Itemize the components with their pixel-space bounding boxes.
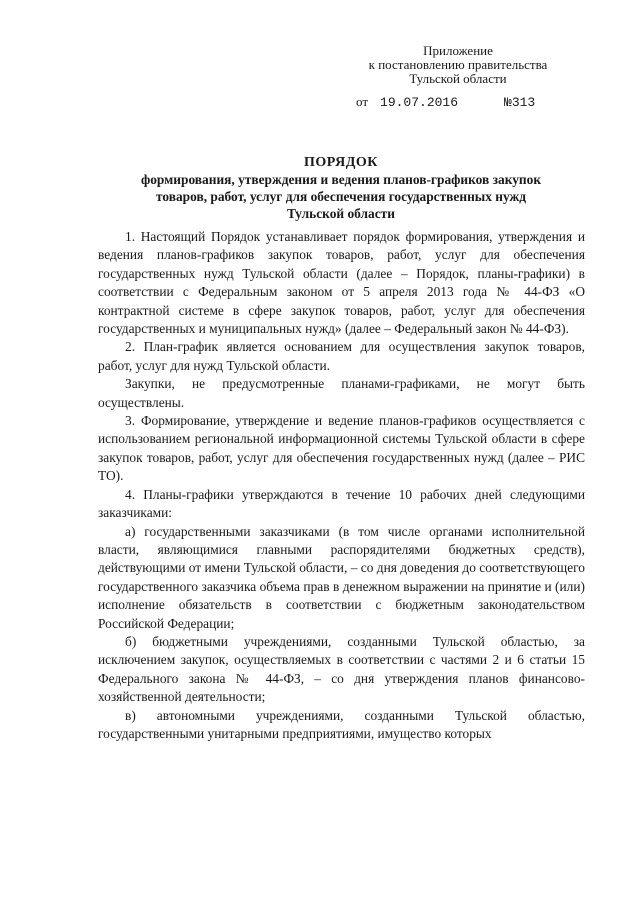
paragraph: 3. Формирование, утверждение и ведение планов-графиков осуществляется с использованием региональной информационной системы Тульской области в сфере закупок товаров, работ, услуг для обеспечения государственных нужд (далее – РИС ТО).	[98, 413, 585, 484]
annex-line: Тульской области	[409, 71, 507, 86]
document-title	[96, 154, 586, 222]
paragraph: в) автономными учреждениями, созданными Тульской областью, государственными унитарными предприятиями, имущество которых	[98, 707, 585, 741]
title-line: Тульской области	[287, 206, 395, 221]
paragraph: Закупки, не предусмотренные планами-графиками, не могут быть осуществлены.	[98, 376, 585, 410]
paragraph: 4. Планы-графики утверждаются в течение 10 рабочих дней следующими заказчиками:	[98, 486, 585, 521]
paragraph: 1. Настоящий Порядок устанавливает порядок формирования, утверждения и ведения планов-графиков закупок товаров, работ, услуг для обеспечения государственных нужд Тульской области (далее – Порядок, планы-графики) в соответствии с Федеральным законом от 5 апреля 2013 года № 44-ФЗ «О контрактной системе в сфере закупок товаров, работ, услуг для обеспечения государственных и муниципальных нужд» (далее – Федеральный закон № 44-ФЗ).	[98, 229, 585, 337]
decree-date: 19.07.2016	[380, 95, 459, 110]
decree-date-line	[356, 94, 535, 110]
annex-line: Приложение	[423, 43, 493, 58]
title-line: товаров, работ, услуг для обеспечения государственных нужд	[155, 189, 527, 204]
decree-number: №313	[504, 95, 536, 110]
document-body	[98, 228, 585, 743]
date-prefix: от	[356, 94, 369, 109]
title-heading: ПОРЯДОК	[304, 155, 378, 170]
paragraph: а) государственными заказчиками (в том числе органами исполнительной власти, являющимися главными распорядителями бюджетных средств), действующими от имени Тульской области, – со дня доведения до соответствующего государственного заказчика объема прав в денежном выражении на принятие и (или) исполнение обязательств в соответствии с бюджетным законодательством Российской Федерации;	[98, 523, 585, 631]
paragraph: б) бюджетными учреждениями, созданными Тульской областью, за исключением закупок, осуществляемых в соответствии с частями 2 и 6 статьи 15 Федерального закона № 44-ФЗ, – со дня утверждения планов финансово-хозяйственной деятельности;	[98, 633, 585, 705]
title-line: формирования, утверждения и ведения планов-графиков закупок	[140, 172, 542, 187]
annex-block	[340, 44, 576, 86]
annex-line: к постановлению правительства	[368, 57, 548, 72]
paragraph: 2. План-график является основанием для осуществления закупок товаров, работ, услуг для нужд Тульской области.	[98, 339, 585, 373]
